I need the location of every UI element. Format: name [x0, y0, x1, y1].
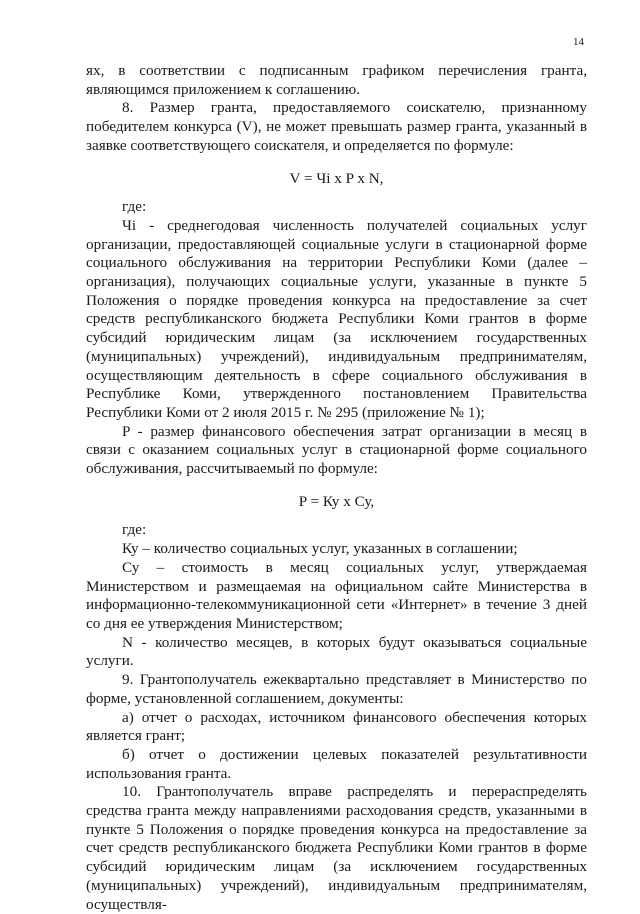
definition-n: N - количество месяцев, в которых будут оказываться социальные услуги.	[86, 633, 587, 670]
formula-v: V = Чi x P x N,	[289, 169, 384, 187]
where-label: где:	[122, 198, 147, 216]
page-number: 14	[573, 36, 584, 48]
definition-ku: Ку – количество социальных услуг, указанных в соглашении;	[122, 540, 518, 558]
paragraph-item-9: 9. Грантополучатель ежеквартально представляет в Министерство по форме, установленной соглашением, документы:	[86, 671, 587, 707]
where-label: где:	[122, 521, 147, 539]
paragraph-continuation: ях, в соответствии с подписанным графиком перечисления гранта, являющимся приложением к соглашению.	[86, 62, 587, 98]
document-body	[86, 62, 587, 914]
formula-p: P = Ку x Су,	[298, 492, 375, 510]
definition-su: Су – стоимость в месяц социальных услуг, утверждаемая Министерством и размещаемая на официальном сайте Министерства в информационно-телекоммуникационной сети «Интернет» в течение 3 дней со дня ее утверждения Министерством;	[86, 558, 587, 632]
definition-chi: Чi - среднегодовая численность получателей социальных услуг организации, предоставляющей социальные услуги в стационарной форме социального обслуживания на территории Республики Коми (далее – организация), получающих социальные услуги, указанные в пункте 5 Положения о порядке проведения конкурса на предоставление за счет средств республиканского бюджета Республики Коми грантов в форме субсидий юридическим лицам (за исключением государственных (муниципальных) учреждений), индивидуальным предпринимателям, осуществляющим деятельность в сфере социального обслуживания в Республике Коми, утвержденного постановлением Правительства Республики Коми от 2 июля 2015 г. № 295 (приложение № 1);	[86, 216, 587, 421]
paragraph-item-10: 10. Грантополучатель вправе распределять и перераспределять средства гранта между направлениями расходования средств, указанными в пункте 5 Положения о порядке проведения конкурса на предоставление за счет средств республиканского бюджета Республики Коми грантов в форме субсидий юридическим лицам (за исключением государственных (муниципальных) учреждений), индивидуальным предпринимателям, осуществля-	[86, 783, 587, 913]
paragraph-item-8: 8. Размер гранта, предоставляемого соискателю, признанному победителем конкурса (V), не может превышать размер гранта, указанный в заявке соответствующего соискателя, и определяется по формуле:	[86, 99, 587, 154]
subitem-a: а) отчет о расходах, источником финансового обеспечения которых является грант;	[86, 708, 587, 745]
subitem-b: б) отчет о достижении целевых показателей результативности использования гранта.	[86, 745, 587, 782]
definition-p: P - размер финансового обеспечения затрат организации в месяц в связи с оказанием социальных услуг в стационарной форме социального обслуживания, рассчитываемый по формуле:	[86, 422, 587, 478]
